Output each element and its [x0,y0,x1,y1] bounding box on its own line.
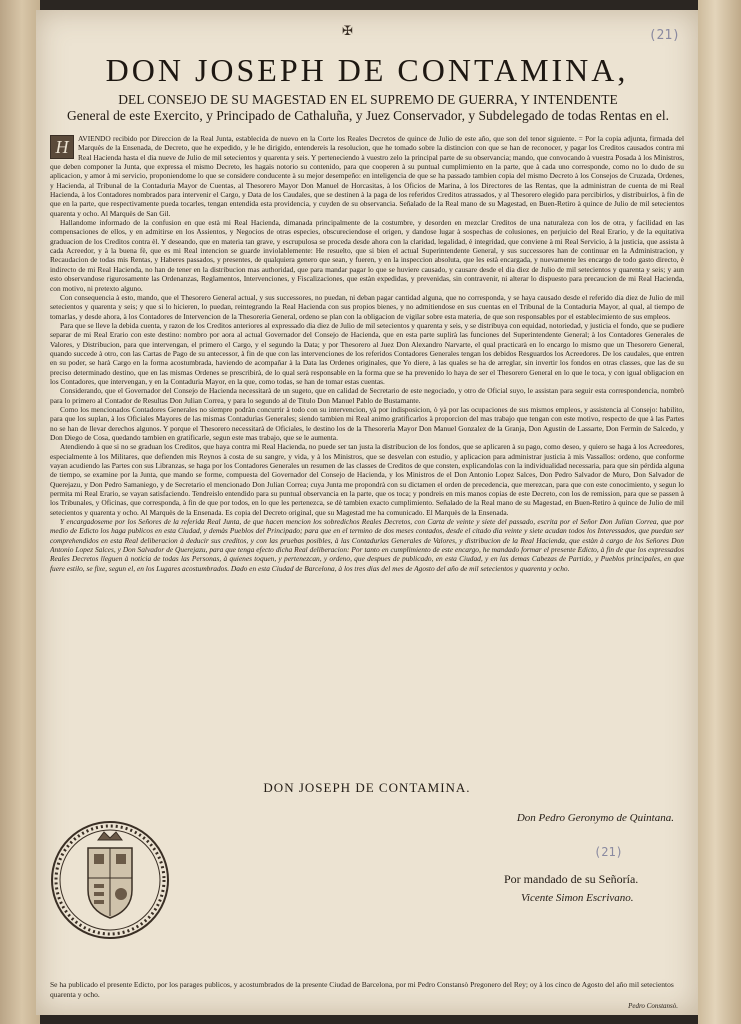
document-page [36,10,698,1015]
subtitle-line-2: General de este Exercito, y Principado de Cathaluña, y Juez Conservador, y Subdelegado de todas Rentas en el. [67,108,669,123]
edict-body [50,134,684,729]
body-paragraph: Como los mencionados Contadores Generales no siempre podràn concurrir à todo con su intervencion, yà por indisposicion, ò yà por las ocupaciones de sus mismos empleos, y assistencia al Consejo: habilito, para que los suplan, à los Oficiales Mayores de las mismas Contadurìas Generales; siendo tambien mi Real animo gratificarlos à proporcion del mas trabajo que tengan con este motivo, respecto de que à las Partes no se han de llevar derechos algunos. Y porque el Thesorero necessitarà de Oficiales, le destino los de la Thesorerìa Mayor Don Manuel Gonzalez de la Granja, Don Agustin de Lassarte, Don Fermin de Salcedo, y Don Diego de Cosa, quedando tambien en gratificarle, segun este mas trabajo, que se le aumenta. [50,404,684,442]
edict-title: DON JOSEPH DE CONTAMINA, [105,52,629,88]
subtitle-line-1: DEL CONSEJO DE SU MAGESTAD EN EL SUPREMO DE GUERRA, Y INTENDENTE [118,92,618,107]
folio-number-bottom: (21) [594,845,623,859]
signature-contamina: DON JOSEPH DE CONTAMINA. [263,780,471,795]
signature-constanso: Pedro Constansò. [628,1002,678,1010]
body-paragraph: AVIENDO recibido por Direccion de la Real Junta, establecida de nuevo en la Corte los Reales Decretos de quince de Julio de este año, que son del tenor siguiente. = Por la copia adjunta, firmada del Marquès de la Ensenada, de Decreto, que he expedido, y le he dirigido, entendereis la resolucion, que he tomado sobre la distincion con que se han de reconocer, y pagar los Creditos causados contra mi Real Hacienda hasta el dia nueve de Julio de mil setecientos y quarenta y seis. Y perteneciendo à vuestro zelo la principal parte de su observancia; mando, que convocando à vuestra Posada à los Ministros, que deben componer la Junta, que expressa el mismo Decreto, les hagais notorio su contenido, para que cooperen à su puntual cumplimiento en la parte, que à cada uno corresponde, como no lo dudo de su aplicacion, y amor à mi servicio, proponiendome lo que se considere conducente à su mejor desempeño: en inteligencia de que se ha passado tambien copia del mismo Decreto à los Consejos de Cruzada, Ordenes, y Hacienda, al Tribunal de la Contaduria Mayor de Cuentas, al Thesorero Mayor Don Manuel de Horcasitas, à los Oficios de Marina, à los Directores de las Rentas, que la administran de cuenta de mi Real Hacienda, à los Contadores nombrados para intervenir el Cargo, y Data de los Caudales, que se destinen à la paga de los referidos Creditos atrassados, y al Thesorero elegido para percibirlos, y distribuirlos, à fin de que en la parte, que respectivamente pueda tocarles, tengan entendida esta providencia, y cuyden de su observancia. Señalado de la Real mano de su Magestad, en Buen-Retiro à quince de Julio de mil setecientos quarenta y ocho. Al Marquès de San Gil. [50,134,684,218]
drop-cap: H [50,135,74,159]
body-paragraph: Considerando, que el Governador del Consejo de Hacienda necessitarà de un sugeto, que en calidad de Secretario de este negociado, y otro de Oficial suyo, le assistan para seguir esta correspondencia, nombrò para lo primero al Contador de Resultas Don Julian Correa, y para lo segundo al de Titulo Don Manuel Pablo de Bustamante. [50,386,684,405]
body-paragraph-italic: Y encargadoseme por los Señores de la referida Real Junta, de que hacen mencion los sobredichos Reales Decretos, con Carta de veinte y siete del passado, escrita por el Señor Don Julian Correa, que por medio de Edicto los haga publicos en esta Ciudad, y demàs Pueblos del Principado; para que en el termino de dos meses contados, desde el citado dia veinte y siete acudan todos los Interessados, que puedan ser comprehendidos en esta Real deliberacion à deducir sus creditos, y con las pruebas posibles, à las Contadurìas Generales de Valores, y distribucion de la Real Hacienda, que estàn à cargo de los Señores Don Antonio Lopez Salces, y Don Salvador de Querejazu, para que tenga efecto dicha Real deliberacion: Por tanto en cumplimiento de este encargo, he mandado formar el presente Edicto, à fin de que los expressados Reales Decretos lleguen à noticia de todas las Personas, à quienes toquen, y pertenezcan, y ordeno, que despues de publicado, en esta Ciudad, y en las demas Cabezas de Partido, y Pueblos principales, en que fuere estilo, se fixe, segun el, en los Lugares acostumbrados. Dado en esta Ciudad de Barcelona, à los tres dias del mes de Agosto del año de mil setecientos y quarenta y ocho. [50,517,684,573]
body-paragraph: Con consequencia à esto, mando, que el Thesorero General actual, y sus successores, no puedan, ni deban pagar cantidad alguna, que no corresponda, y se haya causado desde el referido dia diez de Julio de mil setecientos y quarenta y seis; y que si lo hicieren, lo puedan, reintegrando la Real Hacienda con sus propios bienes, y no admitiendose en sus cuentas en el Tribunal de la Contaduria Mayor, al qual, al tiempo de tomarlas, y desde ahora, à los Contadores de Intervencion de la Thesoreria General, ordeno se plan con la obligacion de vigilar sobre esta materia, de que son responsables por el establecimiento de sus empleos. [50,292,684,321]
right-page-edge [698,0,741,1024]
body-paragraph: Hallandome informado de la confusion en que està mi Real Hacienda, dimanada principalmente de la costumbre, y desorden en mezclar Creditos de una naturaleza con los de otra, y facilidad en las compensaciones de ellos, y en admitirse en los Assientos, y Negocios de otras especies, obscureciendose el origen, y dandose lugar à sospechas de colusiones, en perjuicio del Real Erario, y de la equitativa graduacion de los Creditos contra èl. Y deseando, que en materia tan grave, y escrupulosa se proceda desde ahora con la claridad, legalidad, è integridad, que conviene à mi Real Servicio, à la justicia, que assista à cada Acreedor, y à la buena fè, que es mi Real intencion se guarde inviolablemente: He resuelto, que si bien el actual Superintendente General, y sus successores han de continuar en la Administracion, y Recaudacion de todas mis Rentas, y Haberes passados, y presentes, de qualquiera genero que sean, y fueren, y en la inspeccion absoluta, que les està encargada, y nuevamente les encargo de todo gasto directo, è indirecto de mi Real Hacienda, no han de tener en la distribucion mas authoridad, que para mandar pagar lo que se huviere causado, y causare desde el dia diez de Julio de mil setecientos y quarenta y seis; y aun esto observandose rigurosamente las Ordenanzas, Reglamentos, Intervenciones, y Fiscalizaciones, que estàn expedidas, y prevenidas, sin contravenir, ni alterar lo dispuesto para precaucion de mi Real Hacienda, con motivo, ni pretexto alguno. [50,218,684,293]
signature-quintana: Don Pedro Geronymo de Quintana. [516,812,674,824]
body-paragraph: Atendiendo à que si no se graduan los Creditos, que haya contra mi Real Hacienda, no puede ser tan justa la distribucion de los fondos, que se aplicaren à su pago, como deseo, y quiero se haga à los Acreedores, especialmente à los Militares, que defienden mis Reynos à costa de su sangre, y vida, y à los Ministros, que se desvelan con estudio, y aplicacion para administrar justicia à mis Vassallos: ordeno, que conforme vayan acudiendo las Partes con sus Libranzas, se haga por los Contadores Generales un resumen de las classes de Creditos de que consten, explicandolas con la individualidad necessaria, para que sin pérdida alguna de tiempo, se examine por la Junta, que mando se forme, compuesta del Governador del Consejo de Hacienda, y los Ministros de el Don Antonio Lopez Salces, Don Pedro Salvador de Muro, Don Salvador de Querejazu, y Don Pedro Samaniego, y de Secretario el mencionado Don Julian Correa; cuya Junta me propondrà con su dictamen el orden de precedencia, que merezcan, para que con este conocimiento, y segun lo permita mi Real Erario, se vayan satisfaciendo. Tendreislo entendido para su puntual observancia en la parte, que os toca; y pondreis en mis manos copias de este Decreto, con los de remission, para que se passen à los Tribunales, y Oficinas, que corresponda, à fin de que por todos, en lo que les pertenezca, se dè tambien exacto cumplimiento. Señalado de la Real mano de su Magestad, en Buen-Retiro à quince de Julio de mil setecientos y quarenta y ocho. Al Marquès de la Ensenada. Es copia del Decreto original, que su Magestad me ha comunicado. El Marquès de la Ensenada. [50,442,684,517]
by-order-line: Por mandado de su Señoría. [504,872,639,886]
edict-subtitle [50,92,686,124]
left-page-edge [0,0,40,1024]
folio-number-top: (21) [648,28,680,43]
signature-vicente: Vicente Simon Escrivano. [521,892,634,904]
body-paragraph: Para que se lleve la debida cuenta, y razon de los Creditos anteriores al expressado dia diez de Julio de mil setecientos y quarenta y seis, y se distribuya con equidad, notoriedad, y justicia el fondo, que se pudiere separar de mi Real Erario con este destino: nombro por aora al actual Governador del Consejo de Hacienda, que en esta parte suplirà las funciones del Superintendente General; à los Contadores Generales de Valores, y Distribucion, para que intervengan, el primero el Cargo, y el segundo la Data; y por Thesorero al Juez Don Alexandro Narvarte, el qual practicarà en lo encargo lo mismo que un Thesorero General, quando succede à otro, con las Cartas de Pago de su antecessor, à fin de que con las intervenciones de los referidos Contadores Generales tengan los debidos Resguardos los Acreedores. De los caudales, que entren en su poder, se harà Cargo en la forma acostumbrada, haviendo de acompañar à la Data las Ordenes originales, que Yo diere, à las quales se ha de arreglar, sin invertir los fondos en otras classes, que las de su preciso determinado destino, que en las mismas Ordenes se prescribirà, de lo qual serà responsable en la forma que se ha prevenido lo haya de ser el Thesorero General en lo que le toca, y con igual obligacion en los Contadores, que intervengan, y en la Contaduria Mayor, en la que, como todas, se han de tomar estas cuentas. [50,320,684,386]
publication-note: Se ha publicado el presente Edicto, por los parages publicos, y acostumbrados de la presente Ciudad de Barcelona, por mi Pedro Constansò Pregonero del Rey; oy à los cinco de Agosto del año mil setecientos quarenta y ocho. [50,980,674,999]
cross-ornament-icon: ✠ [342,24,353,39]
royal-seal-icon [48,818,172,942]
